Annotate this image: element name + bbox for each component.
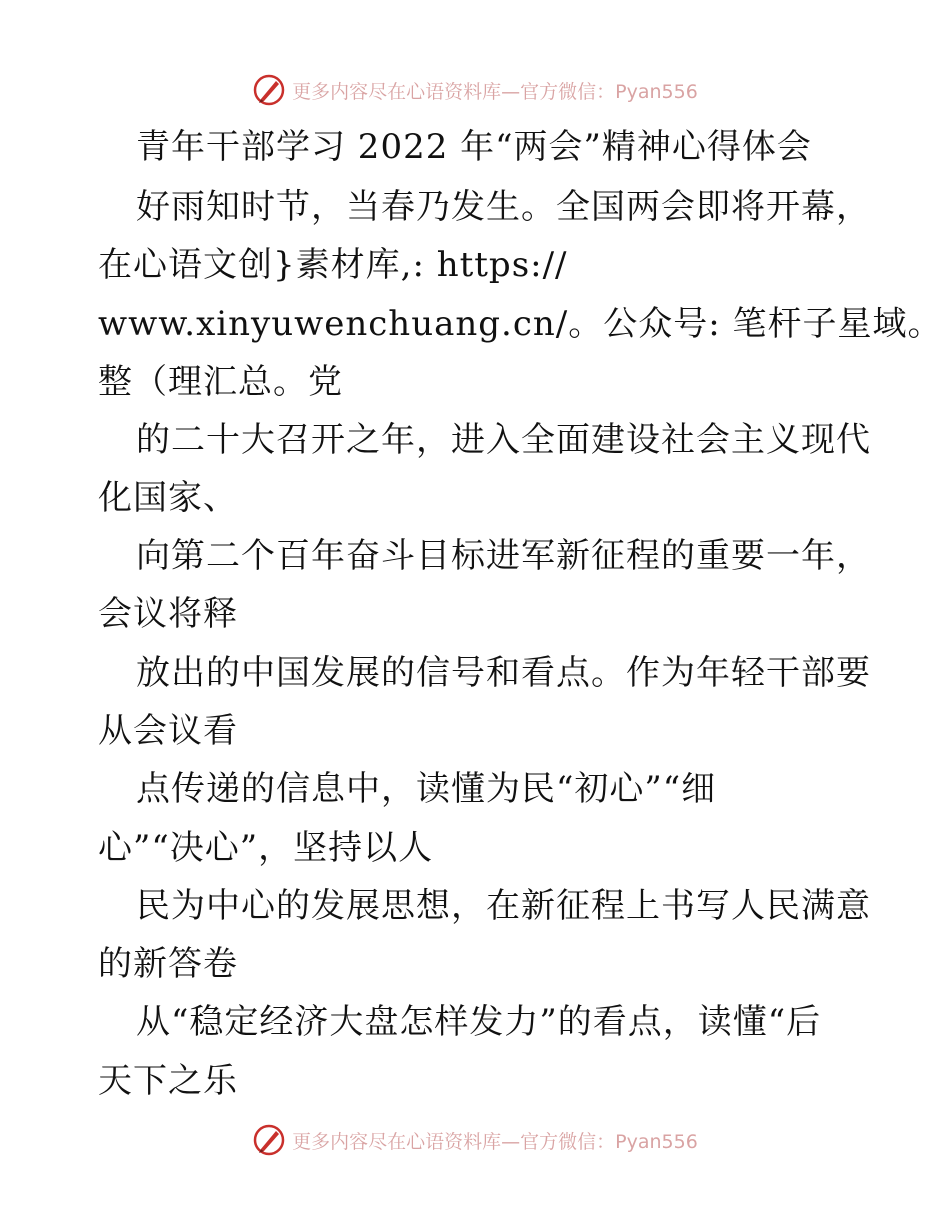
paragraph-line: 从会议看 [98,711,238,751]
paragraph-line: 天下之乐 [98,1061,238,1101]
document-title: 青年干部学习 2022 年“两会”精神心得体会 [136,127,812,167]
footer-banner [0,1120,950,1160]
paragraph-line: 向第二个百年奋斗目标进军新征程的重要一年， [136,536,871,576]
paragraph-line: 化国家、 [98,478,238,518]
header-banner [0,70,950,110]
paragraph-line: 民为中心的发展思想，在新征程上书写人民满意 [136,886,871,926]
paragraph-line: 好雨知时节，当春乃发生。全国两会即将开幕， [136,187,871,227]
banner-text: 更多内容尽在心语资料库—官方微信：Pyan556 [292,80,698,103]
pen-logo-icon [252,73,286,107]
paragraph-line: 会议将释 [98,594,238,634]
paragraph-line: 整（理汇总。党 [98,362,343,402]
paragraph-line: 从“稳定经济大盘怎样发力”的看点，读懂“后 [136,1002,822,1042]
paragraph-line: 放出的中国发展的信号和看点。作为年轻干部要 [136,653,871,693]
paragraph-line: 在心语文创}素材库,: https:// [98,245,568,285]
paragraph-line: 心”“决心”，坚持以人 [98,828,434,868]
paragraph-line: 的新答卷 [98,944,238,984]
paragraph-line: 点传递的信息中，读懂为民“初心”“细 [136,769,717,809]
banner-text: 更多内容尽在心语资料库—官方微信：Pyan556 [292,1130,698,1153]
paragraph-line: 的二十大召开之年，进入全面建设社会主义现代 [136,420,871,460]
paragraph-line: www.xinyuwenchuang.cn/。公众号: 笔杆子星域。 [98,304,943,344]
pen-logo-icon [252,1123,286,1157]
